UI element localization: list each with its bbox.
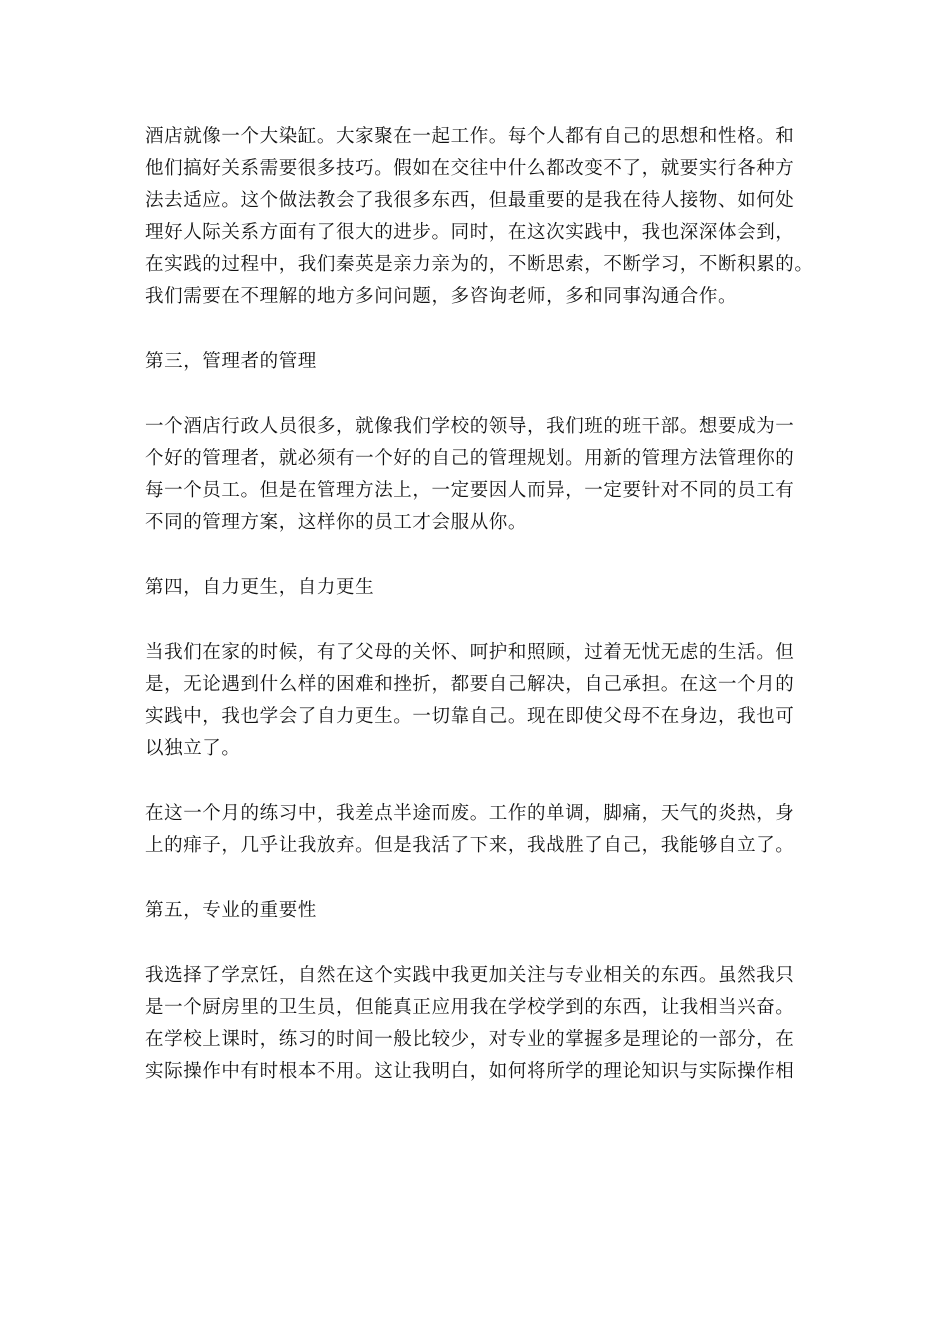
paragraph-gap (145, 927, 815, 960)
text-line: 是一个厨房里的卫生员，但能真正应用我在学校学到的东西，让我相当兴奋。 (145, 997, 795, 1018)
paragraph-gap (145, 313, 815, 346)
text-line: 每一个员工。但是在管理方法上，一定要因人而异，一定要针对不同的员工有 (145, 480, 795, 501)
section-heading-management (145, 346, 815, 378)
text-line: 当我们在家的时候，有了父母的关怀、呵护和照顾，过着无忧无虑的生活。但 (145, 642, 795, 663)
section-heading-self-reliance (145, 572, 815, 604)
paragraph-gap (145, 378, 815, 411)
text-line: 理好人际关系方面有了很大的进步。同时，在这次实践中，我也深深体会到， (145, 222, 795, 243)
paragraph-gap (145, 862, 815, 895)
text-line: 一个酒店行政人员很多，就像我们学校的领导，我们班的班干部。想要成为一 (145, 416, 795, 437)
text-line: 个好的管理者，就必须有一个好的自己的管理规划。用新的管理方法管理你的 (145, 448, 795, 469)
document-body (145, 121, 815, 1088)
heading-line: 第三，管理者的管理 (145, 351, 317, 372)
paragraph-gap (145, 539, 815, 572)
paragraph-perseverance (145, 798, 815, 862)
paragraph-management (145, 411, 815, 539)
text-line: 我们需要在不理解的地方多问问题，多咨询老师，多和同事沟通合作。 (145, 286, 738, 307)
paragraph-self-reliance (145, 637, 815, 765)
heading-line: 第四，自力更生，自力更生 (145, 577, 375, 598)
text-line: 上的痱子，几乎让我放弃。但是我活了下来，我战胜了自己，我能够自立了。 (145, 835, 795, 856)
text-line: 是，无论遇到什么样的困难和挫折，都要自己解决，自己承担。在这一个月的 (145, 674, 795, 695)
text-line: 不同的管理方案，这样你的员工才会服从你。 (145, 512, 528, 533)
heading-line: 第五，专业的重要性 (145, 900, 317, 921)
text-line: 在实践的过程中，我们秦英是亲力亲为的，不断思索，不断学习，不断积累的。 (145, 254, 814, 275)
text-line: 法去适应。这个做法教会了我很多东西，但最重要的是我在待人接物、如何处 (145, 190, 795, 211)
text-line: 他们搞好关系需要很多技巧。假如在交往中什么都改变不了，就要实行各种方 (145, 158, 795, 179)
section-heading-professionalism (145, 895, 815, 927)
paragraph-interpersonal (145, 121, 815, 313)
text-line: 实际操作中有时根本不用。这让我明白，如何将所学的理论知识与实际操作相 (145, 1061, 795, 1082)
text-line: 我选择了学烹饪，自然在这个实践中我更加关注与专业相关的东西。虽然我只 (145, 965, 795, 986)
text-line: 以独立了。 (145, 738, 241, 759)
text-line: 实践中，我也学会了自力更生。一切靠自己。现在即使父母不在身边，我也可 (145, 706, 795, 727)
text-line: 在这一个月的练习中，我差点半途而废。工作的单调，脚痛，天气的炎热，身 (145, 803, 795, 824)
paragraph-gap (145, 765, 815, 798)
text-line: 在学校上课时，练习的时间一般比较少，对专业的掌握多是理论的一部分，在 (145, 1029, 795, 1050)
paragraph-gap (145, 604, 815, 637)
text-line: 酒店就像一个大染缸。大家聚在一起工作。每个人都有自己的思想和性格。和 (145, 126, 795, 147)
paragraph-professionalism (145, 960, 815, 1088)
